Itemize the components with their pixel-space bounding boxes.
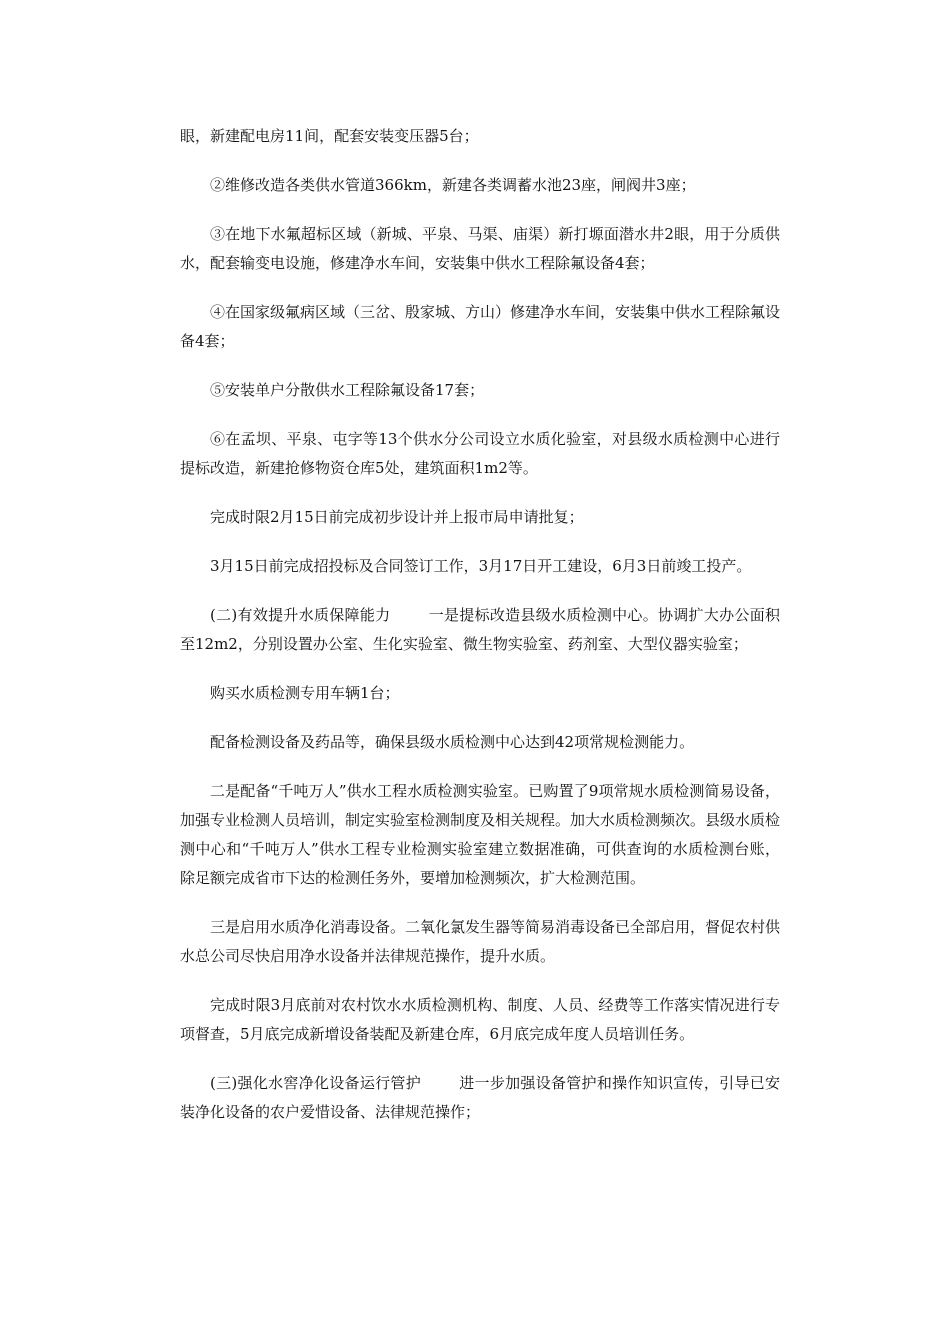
paragraph: ④在国家级氟病区域（三岔、殷家城、方山）修建净水车间，安装集中供水工程除氟设备4套；	[180, 303, 781, 350]
paragraph: 配备检测设备及药品等，确保县级水质检测中心达到42项常规检测能力。	[210, 733, 695, 751]
paragraph: 二是配备“千吨万人”供水工程水质检测实验室。已购置了9项常规水质检测简易设备，加强专业检测人员培训，制定实验室检测制度及相关规程。加大水质检测频次。县级水质检测中心和“千吨万人”供水工程专业检测实验室建立数据准确，可供查询的水质检测台账，除足额完成省市下达的检测任务外，要增加检测频次，扩大检测范围。	[180, 782, 781, 887]
paragraph: 完成时限3月底前对农村饮水水质检测机构、制度、人员、经费等工作落实情况进行专项督查，5月底完成新增设备装配及新建仓库，6月底完成年度人员培训任务。	[180, 996, 780, 1043]
section-heading: (二)有效提升水质保障能力	[210, 606, 391, 624]
section-heading: (三)强化水窖净化设备运行管护	[210, 1074, 421, 1092]
paragraph: 购买水质检测专用车辆1台；	[210, 684, 400, 702]
paragraph: ③在地下水氟超标区域（新城、平泉、马渠、庙渠）新打塬面潜水井2眼，用于分质供水，配套输变电设施，修建净水车间，安装集中供水工程除氟设备4套；	[180, 225, 780, 272]
paragraph-text: 进一步加强设备管护和操作知识宣传，引导已安装净化设备的农户爱惜设备、法律规范操作；	[180, 1074, 780, 1121]
paragraph: ⑤安装单户分散供水工程除氟设备17套；	[210, 381, 485, 399]
paragraph-text: 一是提标改造县级水质检测中心。协调扩大办公面积至12m2，分别设置办公室、生化实验室、微生物实验室、药剂室、大型仪器实验室；	[180, 606, 780, 653]
paragraph: 完成时限2月15日前完成初步设计并上报市局申请批复；	[210, 508, 584, 526]
paragraph	[180, 1069, 780, 1127]
paragraph: ②维修改造各类供水管道366km，新建各类调蓄水池23座，闸阀井3座；	[210, 176, 696, 194]
paragraph	[180, 601, 780, 659]
paragraph: 眼，新建配电房11间，配套安装变压器5台；	[180, 127, 479, 145]
paragraph: ⑥在孟坝、平泉、屯字等13个供水分公司设立水质化验室，对县级水质检测中心进行提标改造，新建抢修物资仓库5处，建筑面积1m2等。	[180, 430, 780, 477]
document-body	[180, 122, 780, 1147]
paragraph: 3月15日前完成招投标及合同签订工作，3月17日开工建设，6月3日前竣工投产。	[210, 557, 752, 575]
paragraph: 三是启用水质净化消毒设备。二氧化氯发生器等简易消毒设备已全部启用，督促农村供水总公司尽快启用净水设备并法律规范操作，提升水质。	[180, 918, 781, 965]
